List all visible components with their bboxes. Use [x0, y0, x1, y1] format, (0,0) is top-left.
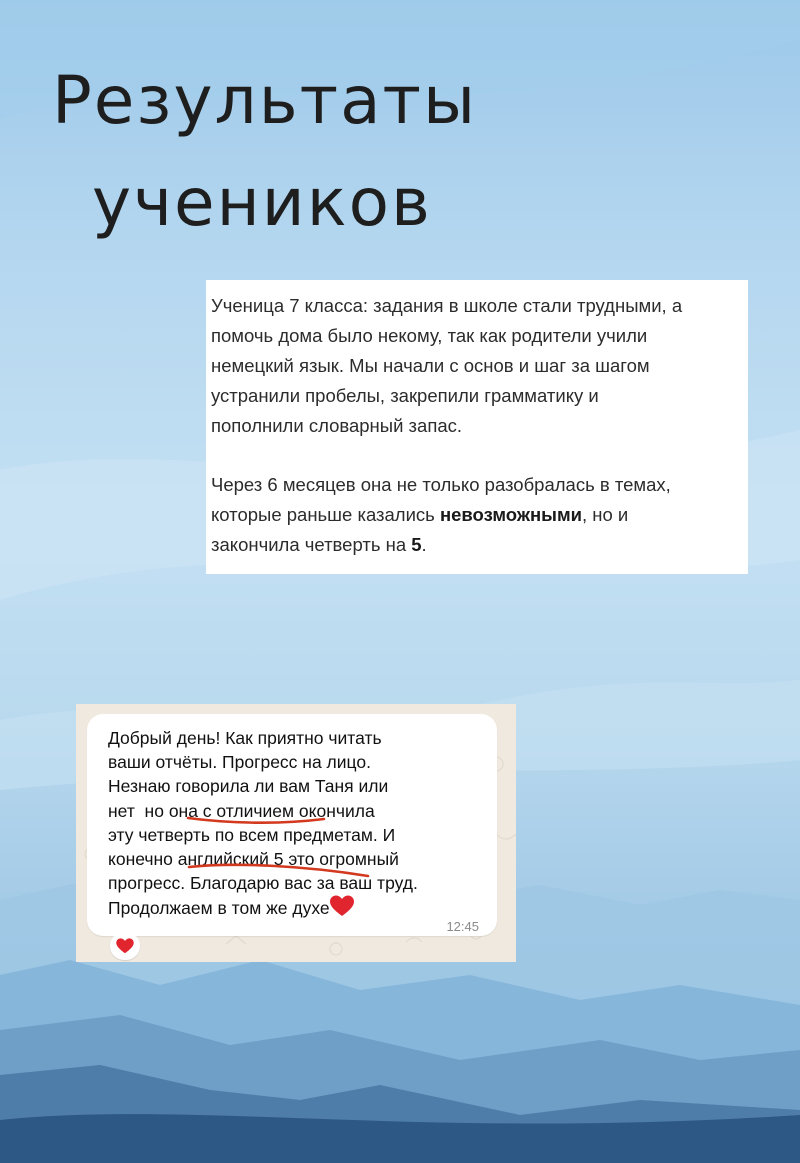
review-text-line: Через 6 месяцев она не только разобралась в темах, [211, 474, 671, 495]
heart-icon [116, 938, 134, 954]
message-text [108, 726, 418, 921]
review-text-line: помочь дома было некому, так как родители учили [211, 325, 648, 346]
message-line: эту четверть по всем предметам. И [108, 824, 396, 845]
reaction-badge[interactable] [110, 932, 140, 960]
review-text-segment: , но и [582, 504, 629, 525]
chat-screenshot [76, 704, 516, 962]
message-line: Добрый день! Как приятно читать [108, 728, 382, 748]
page-title-line-1: Результаты [52, 62, 478, 139]
student-result-card [206, 280, 748, 574]
review-text-line: немецкий язык. Мы начали с основ и шаг за шагом [211, 355, 650, 376]
message-time: 12:45 [446, 919, 479, 934]
message-line: Незнаю говорила ли вам Таня или [108, 776, 389, 797]
message-bubble[interactable] [87, 714, 497, 936]
review-text-line: устранили пробелы, закрепили грамматику и [211, 385, 599, 406]
emphasis-grade: 5 [411, 534, 422, 555]
message-line: Продолжаем в том же духе [108, 898, 330, 919]
paragraph-gap [211, 441, 748, 470]
message-line: нет но она с отличием окончила [108, 800, 375, 821]
page-title-line-2: учеников [92, 164, 432, 241]
message-line: прогресс. Благодарю вас за ваш труд. [108, 873, 418, 894]
review-text-line: Ученица 7 класса: задания в школе стали трудными, а [211, 295, 683, 316]
review-text-segment: закончила четверть на [211, 534, 412, 555]
review-text-line: пополнили словарный запас. [211, 415, 463, 436]
emphasis-impossible: невозможными [439, 504, 582, 525]
message-line-last [108, 895, 418, 920]
review-text-segment: которые раньше казались [211, 504, 440, 525]
message-line: ваши отчёты. Прогресс на лицо. [108, 752, 371, 773]
message-line: конечно английский 5 это огромный [108, 849, 399, 870]
heart-emoji-icon [330, 895, 354, 917]
review-text-line [211, 530, 748, 560]
review-text-line [211, 500, 748, 530]
review-text-segment: . [421, 534, 427, 555]
